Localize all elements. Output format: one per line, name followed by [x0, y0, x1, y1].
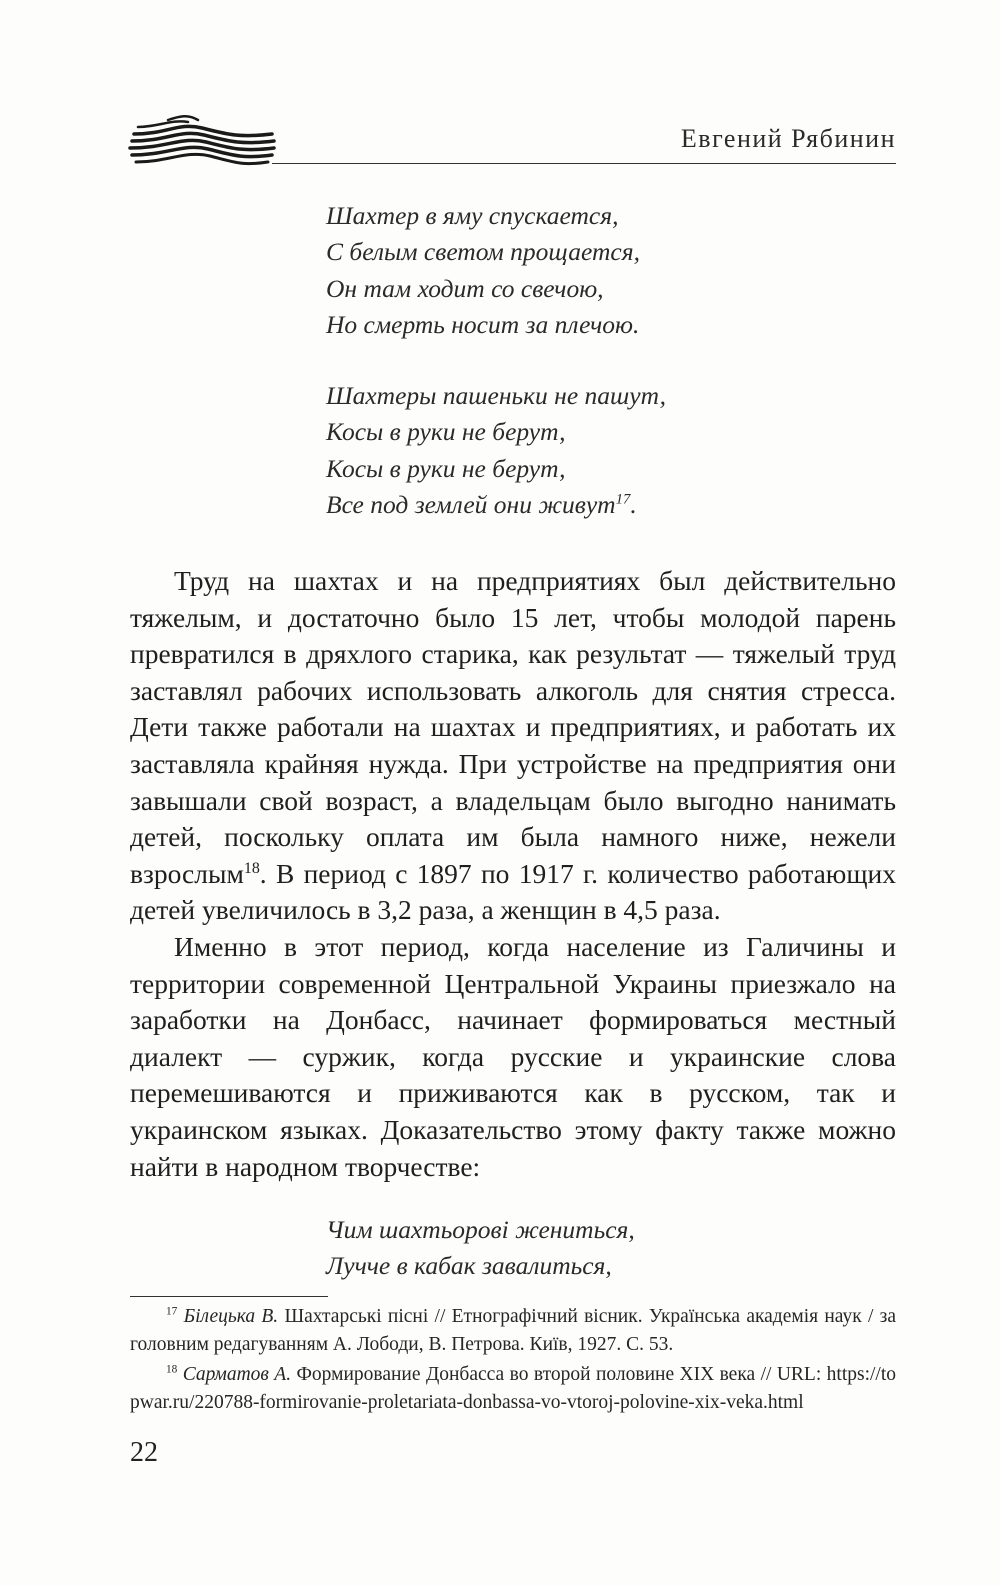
- verse-end-punct: .: [630, 490, 637, 520]
- header-rule: [272, 163, 896, 164]
- verse-line: Чим шахтьорові жениться,: [326, 1215, 635, 1244]
- footnote-number: 18: [166, 1363, 178, 1376]
- body-paragraph-1: [130, 563, 896, 929]
- footnote-18: [130, 1361, 896, 1417]
- verse-line: Шахтер в яму спускается,: [326, 201, 619, 230]
- verse-stanza-2: [326, 378, 666, 524]
- verse-line: Косы в руки не берут,: [326, 417, 566, 447]
- footnote-ref-18[interactable]: 18: [243, 859, 260, 877]
- footnote-author: Сарматов А.: [182, 1364, 292, 1385]
- verse-line: Косы в руки не берут,: [326, 453, 566, 483]
- running-head-author: Евгений Рябинин: [680, 124, 896, 153]
- footnote-text: Формирование Донбасса во второй половине XIX века // URL: https://topwar.ru/220788-formirovanie-proletariata-donbassa-vo-vtoroj-polovine-xix-veka.html: [130, 1364, 897, 1413]
- verse-line-text: Все под землей они живут: [326, 490, 616, 520]
- verse-stanza-3: [326, 1212, 635, 1285]
- paragraph-text: . В период с 1897 по 1917 г. количество работающих детей увеличилось в 3,2 раза, а женщин в 4,5 раза.: [130, 857, 896, 926]
- verse-line: Шахтеры пашеньки не пашут,: [326, 381, 667, 410]
- verse-line: Но смерть носит за плечою.: [326, 310, 640, 340]
- footnote-rule: [130, 1296, 328, 1297]
- footnote-number: 17: [166, 1305, 178, 1318]
- page-number: 22: [130, 1437, 158, 1468]
- footnote-17: [130, 1303, 896, 1359]
- verse-line: [326, 487, 666, 523]
- paragraph-text: Труд на шахтах и на предприятиях был действительно тяжелым, и достаточно было 15 лет, чтобы молодой парень превратился в дряхлого старика, как результат — тяжелый труд заставлял рабочих использовать алкоголь для снятия стресса. Дети также работали на шахтах и предприятиях, и работать их заставляла крайняя нужда. При устройстве на предприятия они завышали свой возраст, а владельцам было выгодно нанимать детей, поскольку оплата им была намного ниже, нежели взрослым: [130, 565, 896, 889]
- body-paragraph-2: [130, 929, 896, 1185]
- verse-stanza-1: [326, 198, 640, 344]
- paragraph-text: Именно в этот период, когда население из Галичины и территории современной Центральной Украины приезжало на заработки на Донбасс, начинает формироваться местный диалект — суржик, когда русские и украинские слова перемешиваются и приживаются как в русском, так и украинском языках. Доказательство этому факту также можно найти в народном творчестве:: [130, 931, 896, 1182]
- verse-line: С белым светом прощается,: [326, 237, 640, 267]
- footnote-author: Білецька В.: [183, 1306, 279, 1327]
- wave-lines-icon: [128, 108, 276, 172]
- verse-line: Он там ходит со свечою,: [326, 273, 604, 303]
- footnote-ref-17[interactable]: 17: [615, 491, 631, 508]
- verse-line: Лучче в кабак завалиться,: [326, 1251, 612, 1281]
- footnote-text: Шахтарські пісні // Етнографічний вісник. Українська академія наук / за головним редагуванням А. Лободи, В. Петрова. Київ, 1927. С. 53.: [130, 1306, 896, 1355]
- footnotes: [130, 1303, 896, 1419]
